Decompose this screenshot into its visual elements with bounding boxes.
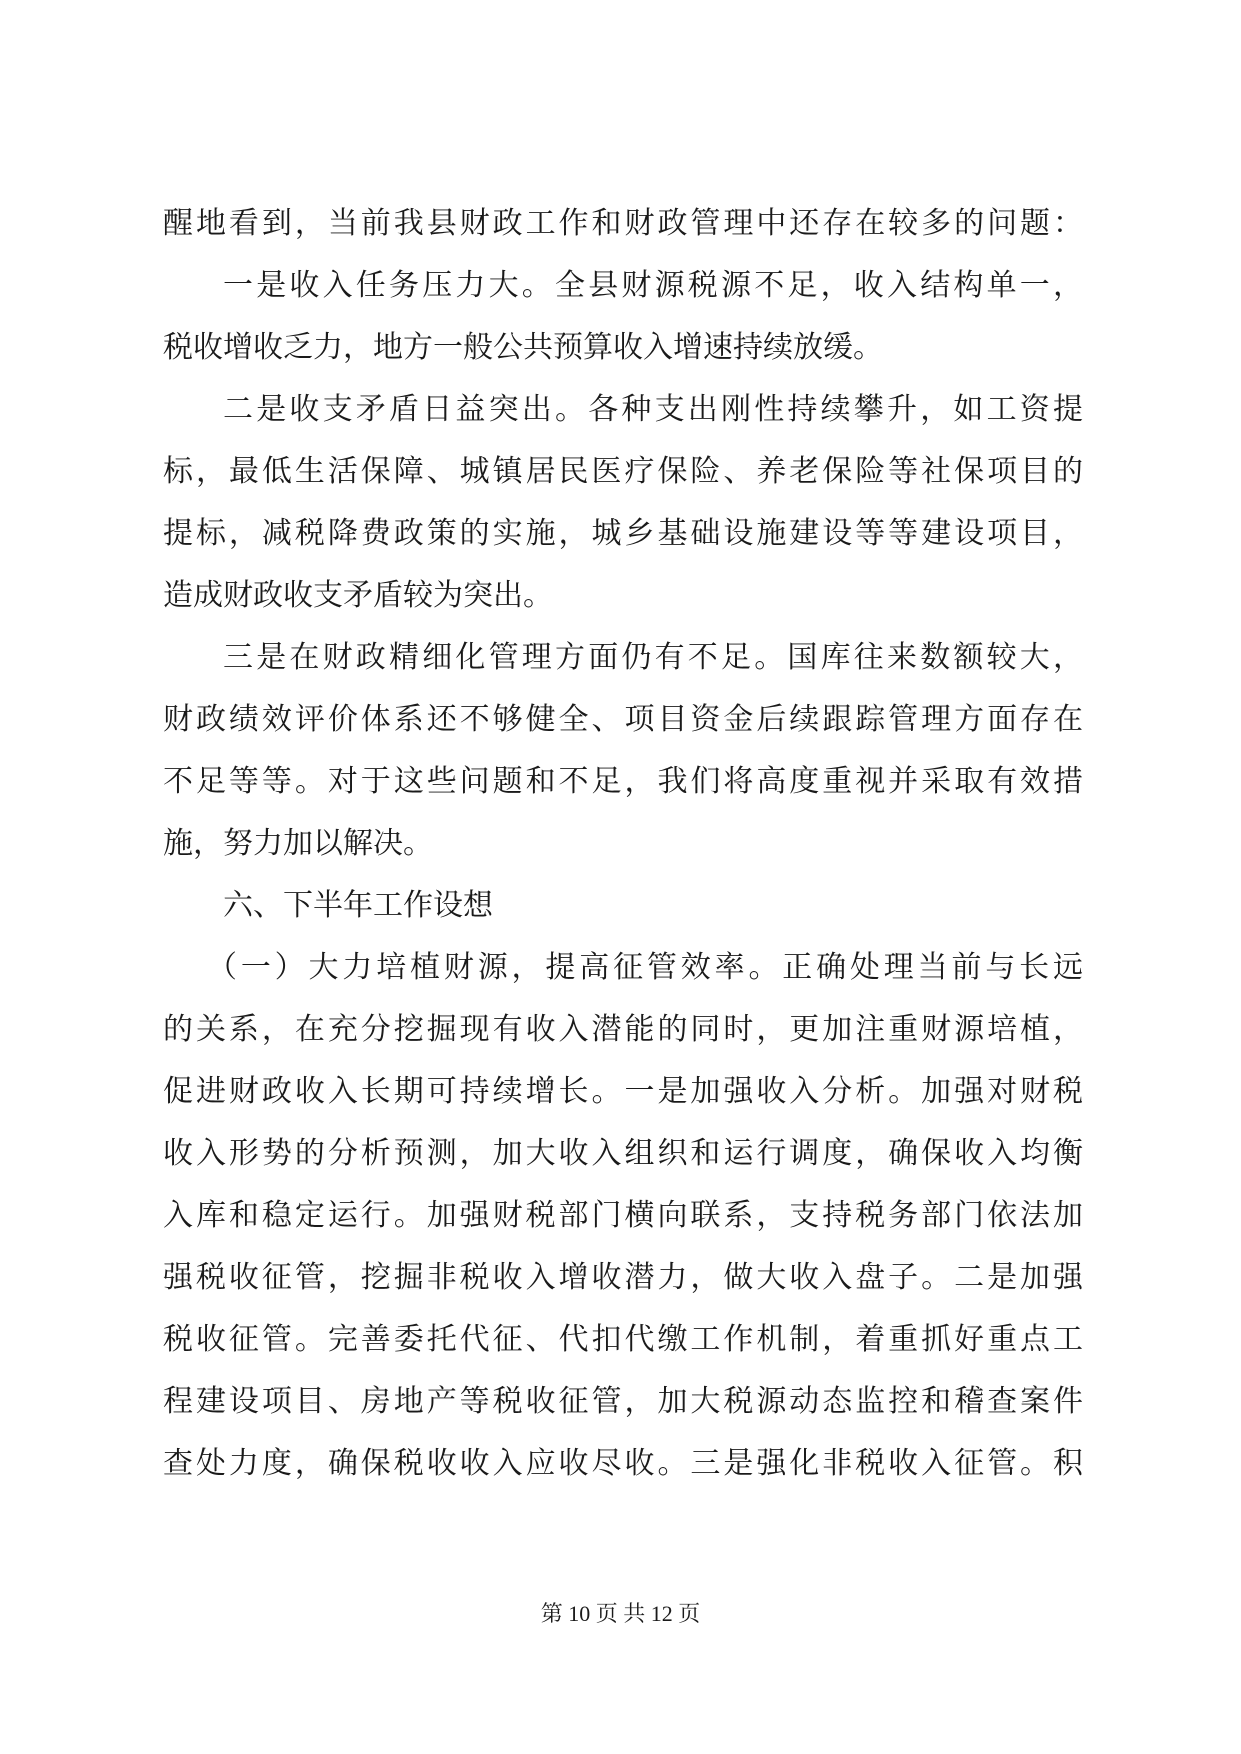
page-footer: 第 10 页 共 12 页: [540, 1601, 701, 1626]
text-line: 标，最低生活保障、城镇居民医疗保险、养老保险等社保项目的: [163, 454, 1083, 489]
text-line: 税收增收乏力，地方一般公共预算收入增速持续放缓。: [163, 330, 883, 365]
text-line: 收入形势的分析预测，加大收入组织和运行调度，确保收入均衡: [163, 1136, 1083, 1171]
text-line: 醒地看到，当前我县财政工作和财政管理中还存在较多的问题：: [163, 206, 1083, 241]
text-line: 不足等等。对于这些问题和不足，我们将高度重视并采取有效措: [163, 764, 1083, 799]
text-line: 的关系，在充分挖掘现有收入潜能的同时，更加注重财源培植，: [163, 1012, 1083, 1047]
text-line: 税收征管。完善委托代征、代扣代缴工作机制，着重抓好重点工: [163, 1322, 1083, 1357]
text-line: 财政绩效评价体系还不够健全、项目资金后续跟踪管理方面存在: [163, 702, 1083, 737]
text-line: 三是在财政精细化管理方面仍有不足。国库往来数额较大，: [223, 640, 1083, 675]
text-line: 程建设项目、房地产等税收征管，加大税源动态监控和稽查案件: [163, 1384, 1083, 1419]
document-body: [163, 193, 1083, 1495]
text-line: 六、下半年工作设想: [223, 888, 493, 923]
text-line: （一）大力培植财源，提高征管效率。正确处理当前与长远: [207, 950, 1083, 985]
text-line: 提标，减税降费政策的实施，城乡基础设施建设等等建设项目，: [163, 516, 1083, 551]
text-line: 一是收入任务压力大。全县财源税源不足，收入结构单一，: [223, 268, 1083, 303]
text-line: 造成财政收支矛盾较为突出。: [163, 578, 553, 613]
text-line: 二是收支矛盾日益突出。各种支出刚性持续攀升，如工资提: [223, 392, 1083, 427]
text-line: 强税收征管，挖掘非税收入增收潜力，做大收入盘子。二是加强: [163, 1260, 1083, 1295]
text-line: 查处力度，确保税收收入应收尽收。三是强化非税收入征管。积: [163, 1446, 1083, 1481]
text-line: 入库和稳定运行。加强财税部门横向联系，支持税务部门依法加: [163, 1198, 1083, 1233]
text-line: 促进财政收入长期可持续增长。一是加强收入分析。加强对财税: [163, 1074, 1083, 1109]
text-line: 施，努力加以解决。: [163, 826, 433, 861]
